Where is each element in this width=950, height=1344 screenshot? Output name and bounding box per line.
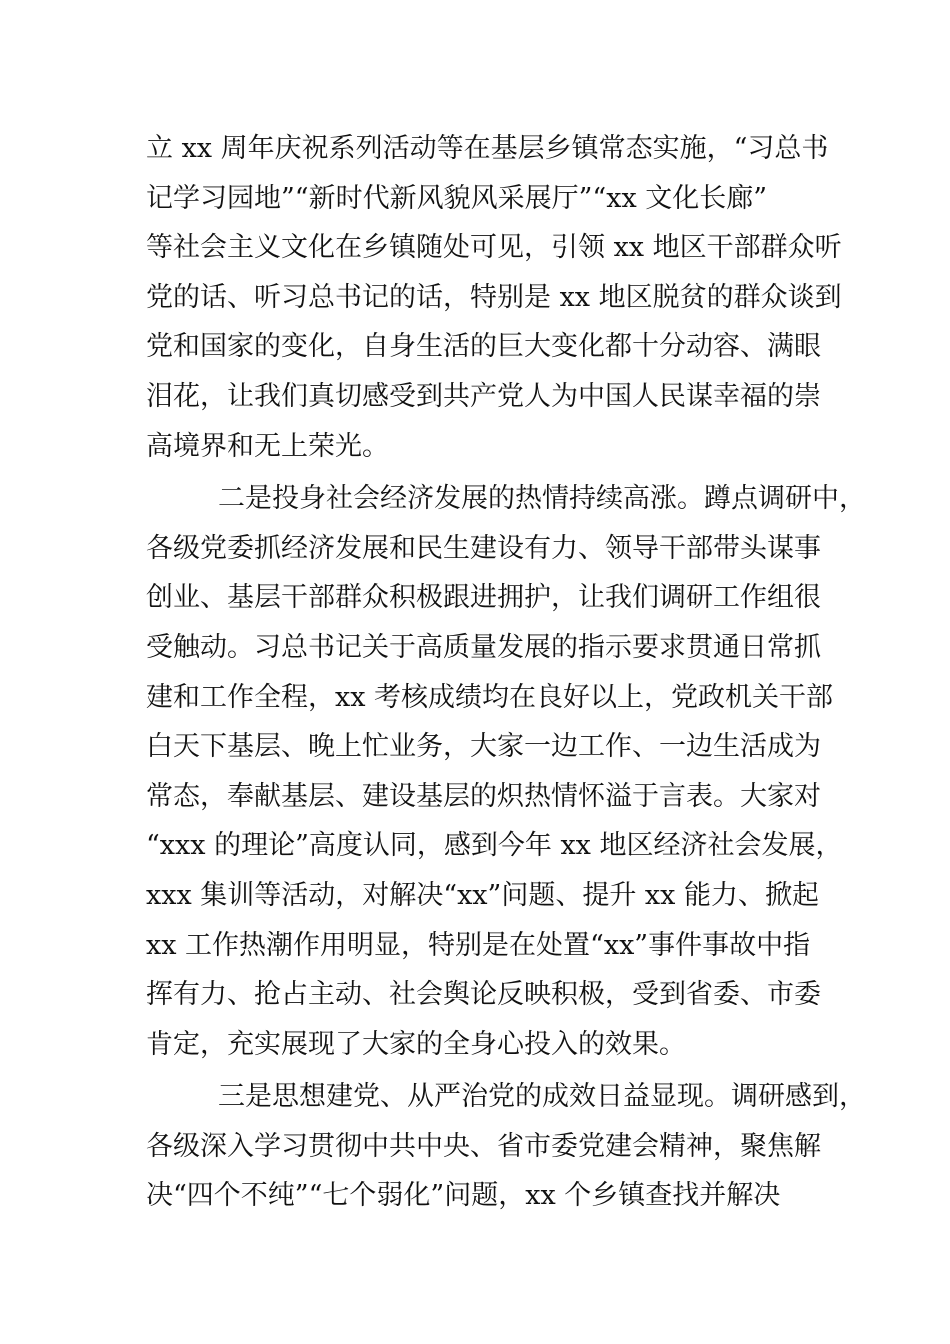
paragraph-line: 三是思想建党、从严治党的成效日益显现。调研感到， <box>218 1081 866 1113</box>
paragraph-line: 受触动。习总书记关于高质量发展的指示要求贯通日常抓 <box>146 631 821 663</box>
paragraph-line: 等社会主义文化在乡镇随处可见，引领 xx 地区干部群众听 <box>146 232 842 264</box>
paragraph-line: 常态，奉献基层、建设基层的炽热情怀溢于言表。大家对 <box>146 780 821 812</box>
paragraph-line: 各级深入学习贯彻中共中央、省市委党建会精神，聚焦解 <box>146 1130 821 1162</box>
paragraph-line: 挥有力、抢占主动、社会舆论反映积极，受到省委、市委 <box>146 979 821 1011</box>
paragraph-line: 高境界和无上荣光。 <box>146 430 389 462</box>
paragraph-line: 决“四个不纯”“七个弱化”问题，xx 个乡镇查找并解决 <box>146 1180 781 1212</box>
paragraph-line: 白天下基层、晚上忙业务，大家一边工作、一边生活成为 <box>146 731 821 763</box>
paragraph-line: 肯定，充实展现了大家的全身心投入的效果。 <box>146 1028 686 1060</box>
paragraph-line: 创业、基层干部群众积极跟进拥护，让我们调研工作组很 <box>146 582 821 614</box>
paragraph-line: 记学习园地”“新时代新风貌风采展厅”“xx 文化长廊” <box>146 182 768 214</box>
paragraph-line: 泪花，让我们真切感受到共产党人为中国人民谋幸福的崇 <box>146 380 821 412</box>
paragraph-line: “xxx 的理论”高度认同，感到今年 xx 地区经济社会发展， <box>146 830 843 862</box>
paragraph-line: 建和工作全程，xx 考核成绩均在良好以上，党政机关干部 <box>146 681 834 713</box>
paragraph-line: 立 xx 周年庆祝系列活动等在基层乡镇常态实施，“习总书 <box>146 133 829 164</box>
document-body <box>146 124 866 1221</box>
paragraph-2 <box>146 474 866 1069</box>
paragraph-3 <box>146 1072 866 1221</box>
paragraph-line: 二是投身社会经济发展的热情持续高涨。蹲点调研中， <box>218 483 866 515</box>
paragraph-1 <box>146 124 842 471</box>
paragraph-line: xxx 集训等活动，对解决“xx”问题、提升 xx 能力、掀起 <box>146 879 819 911</box>
paragraph-line: 各级党委抓经济发展和民生建设有力、领导干部带头谋事 <box>146 532 821 564</box>
paragraph-line: 党和国家的变化，自身生活的巨大变化都十分动容、满眼 <box>146 331 821 363</box>
paragraph-line: xx 工作热潮作用明显，特别是在处置“xx”事件事故中指 <box>146 929 811 961</box>
paragraph-line: 党的话、听习总书记的话，特别是 xx 地区脱贫的群众谈到 <box>146 281 842 313</box>
